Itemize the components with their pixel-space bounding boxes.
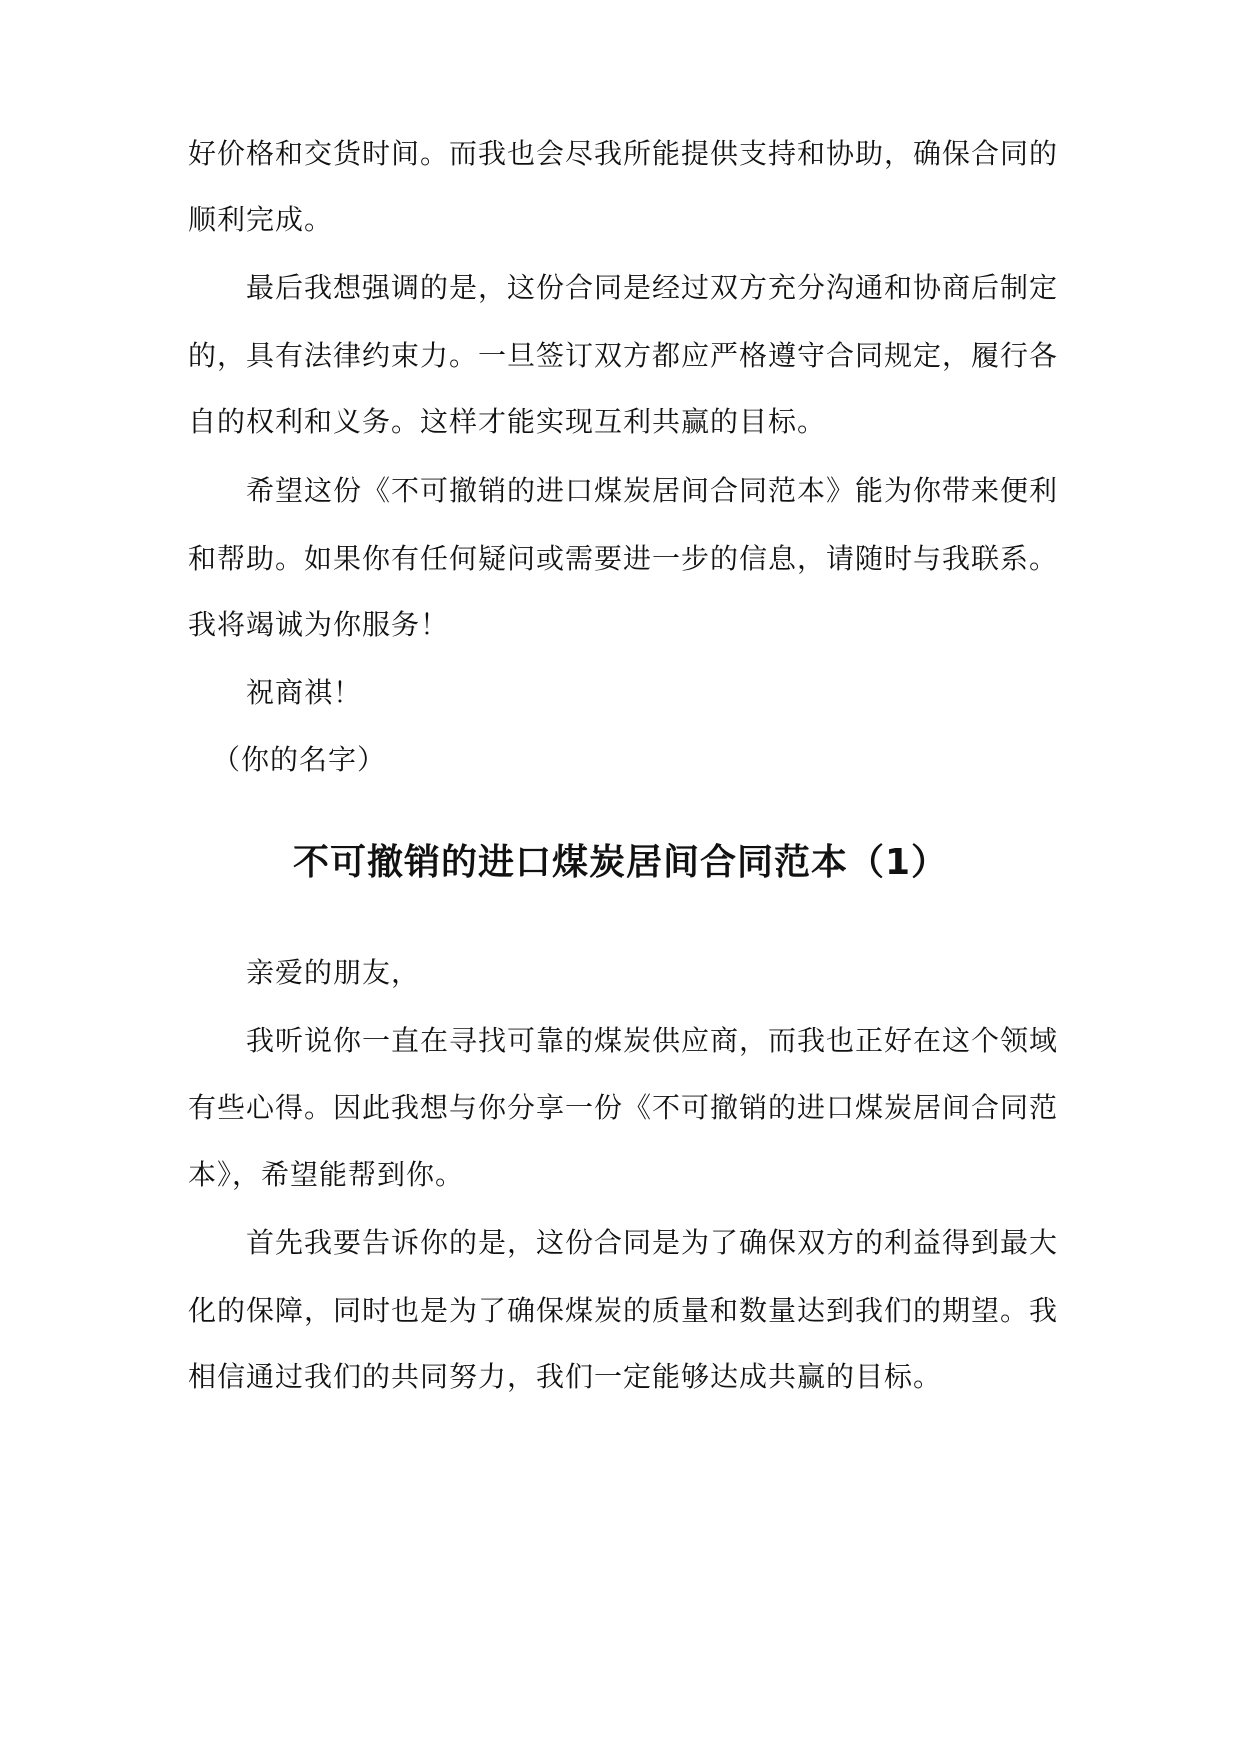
closing-line: 祝商祺！ bbox=[246, 676, 363, 709]
paragraph-line: 相信通过我们的共同努力，我们一定能够达成共赢的目标。 bbox=[188, 1360, 943, 1393]
paragraph-line: 顺利完成。 bbox=[188, 203, 334, 236]
paragraph-line: 的，具有法律约束力。一旦签订双方都应严格遵守合同规定，履行各 bbox=[188, 339, 1059, 372]
paragraph-line: 自的权利和义务。这样才能实现互利共赢的目标。 bbox=[188, 405, 827, 438]
document-title: 不可撤销的进口煤炭居间合同范本（1） bbox=[292, 842, 949, 883]
paragraph-line: 和帮助。如果你有任何疑问或需要进一步的信息，请随时与我联系。 bbox=[188, 542, 1059, 575]
paragraph-line: 有些心得。因此我想与你分享一份《不可撤销的进口煤炭居间合同范 bbox=[188, 1091, 1059, 1124]
paragraph-line: 希望这份《不可撤销的进口煤炭居间合同范本》能为你带来便利 bbox=[246, 474, 1059, 507]
paragraph-line: 好价格和交货时间。而我也会尽我所能提供支持和协助，确保合同的 bbox=[188, 137, 1059, 170]
greeting-line: 亲爱的朋友， bbox=[246, 956, 421, 989]
paragraph-line: 首先我要告诉你的是，这份合同是为了确保双方的利益得到最大 bbox=[246, 1226, 1059, 1259]
paragraph-line: 本》，希望能帮到你。 bbox=[188, 1158, 465, 1191]
paragraph-line: 我听说你一直在寻找可靠的煤炭供应商，而我也正好在这个领域 bbox=[246, 1024, 1059, 1057]
paragraph-line: 化的保障，同时也是为了确保煤炭的质量和数量达到我们的期望。我 bbox=[188, 1294, 1059, 1327]
signature-line: （你的名字） bbox=[212, 743, 387, 776]
paragraph-line: 最后我想强调的是，这份合同是经过双方充分沟通和协商后制定 bbox=[246, 271, 1059, 304]
paragraph-line: 我将竭诚为你服务！ bbox=[188, 608, 450, 641]
